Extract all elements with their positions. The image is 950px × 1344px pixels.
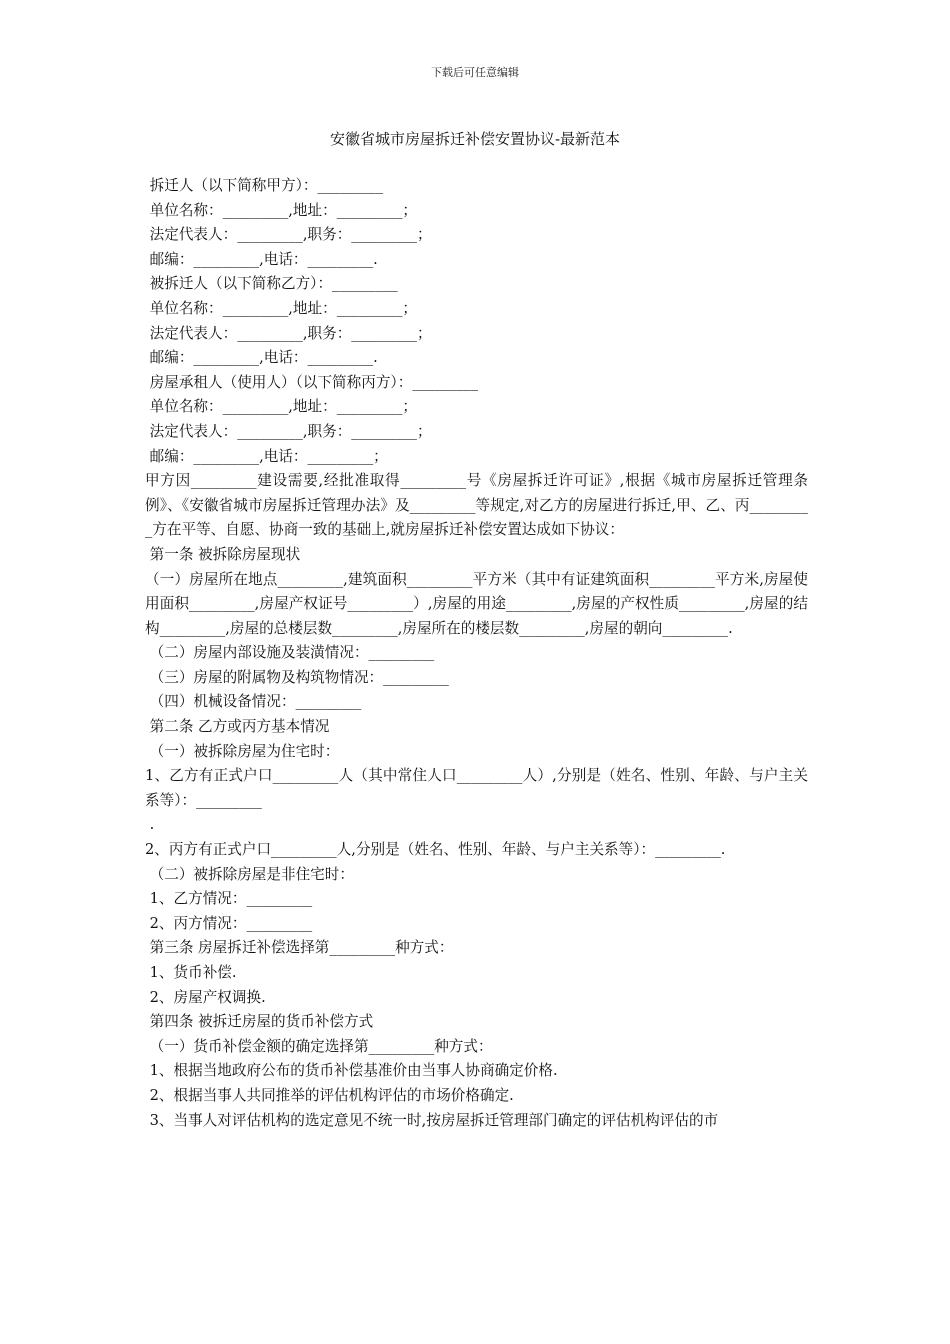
party-a-line: 拆迁人（以下简称甲方）：_________ bbox=[145, 177, 384, 194]
party-b-line: 被拆迁人（以下简称乙方）：_________ bbox=[145, 275, 398, 293]
article-2-clause-2-item-2: 2、丙方情况：_________ bbox=[145, 914, 313, 932]
article-1-clause-4: （四）机械设备情况：_________ bbox=[145, 693, 362, 711]
party-c-line: 房屋承租人（使用人）（以下简称丙方）：_________ bbox=[145, 373, 478, 391]
article-1-clause-1: （一）房屋所在地点_________,建筑面积_________平方米（其中有证建筑面积_________平方米,房屋使用面积_________,房屋产权证号_________）,房屋的用途_________,房屋的产权性质_________,房屋的结构_________,房屋的总楼层数_________,房屋所在的楼层数_________,房屋的朝向_________. bbox=[145, 570, 808, 637]
preamble-paragraph: 甲方因_________建设需要,经批准取得_________号《房屋拆迁许可证》,根据《城市房屋拆迁管理条例》、《安徽省城市房屋拆迁管理办法》及_________等规定,对乙方的房屋进行拆迁,甲、乙、丙_________方在平等、自愿、协商一致的基础上,就房屋拆迁补偿安置达成如下协议： bbox=[145, 472, 808, 539]
article-4-clause-1: （一）货币补偿金额的确定选择第_________种方式： bbox=[145, 1037, 493, 1055]
article-2-item-1-continuation: . bbox=[145, 816, 155, 834]
party-b-unit-line: 单位名称：_________,地址：_________； bbox=[145, 299, 417, 317]
article-1-clause-2: （二）房屋内部设施及装潢情况：_________ bbox=[145, 644, 435, 662]
article-4-option-1: 1、根据当地政府公布的货币补偿基准价由当事人协商确定价格. bbox=[145, 1062, 558, 1080]
article-2-clause-2: （二）被拆除房屋是非住宅时： bbox=[145, 865, 354, 883]
party-a-representative-line: 法定代表人：_________,职务：_________； bbox=[145, 226, 432, 244]
party-c-unit-line: 单位名称：_________,地址：_________； bbox=[145, 398, 417, 416]
party-c-contact-line: 邮编：_________,电话：_________； bbox=[145, 447, 388, 465]
article-2-clause-2-item-1: 1、乙方情况：_________ bbox=[145, 890, 313, 908]
party-a-unit-line: 单位名称：_________,地址：_________； bbox=[145, 201, 417, 219]
document-title: 安徽省城市房屋拆迁补偿安置协议-最新范本 bbox=[329, 130, 621, 148]
party-b-representative-line: 法定代表人：_________,职务：_________； bbox=[145, 324, 432, 342]
article-2-item-2: 2、丙方有正式户口_________人,分别是（姓名、性别、年龄、与户主关系等）：_________. bbox=[145, 841, 726, 859]
article-4-option-3: 3、当事人对评估机构的选定意见不统一时,按房屋拆迁管理部门确定的评估机构评估的市 bbox=[145, 1111, 719, 1129]
header-note: 下载后可任意编辑 bbox=[431, 66, 519, 79]
party-b-contact-line: 邮编：_________,电话：_________. bbox=[145, 349, 378, 367]
article-4-option-2: 2、根据当事人共同推举的评估机构评估的市场价格确定. bbox=[145, 1086, 514, 1104]
document-body bbox=[145, 174, 808, 1133]
article-4-heading: 第四条 被拆迁房屋的货币补偿方式 bbox=[145, 1013, 374, 1031]
article-1-heading: 第一条 被拆除房屋现状 bbox=[145, 545, 301, 563]
article-2-clause-1: （一）被拆除房屋为住宅时： bbox=[145, 742, 340, 760]
party-a-contact-line: 邮编：_________,电话：_________. bbox=[145, 250, 378, 268]
article-1-clause-3: （三）房屋的附属物及构筑物情况：_________ bbox=[145, 668, 449, 686]
article-3-option-2: 2、房屋产权调换. bbox=[145, 988, 266, 1006]
article-3-heading: 第三条 房屋拆迁补偿选择第_________种方式： bbox=[145, 939, 454, 957]
article-2-item-1: 1、乙方有正式户口_________人（其中常住人口_________人）,分别是（姓名、性别、年龄、与户主关系等）：_________ bbox=[145, 767, 808, 809]
article-2-heading: 第二条 乙方或丙方基本情况 bbox=[145, 718, 330, 736]
article-3-option-1: 1、货币补偿. bbox=[145, 964, 237, 981]
party-c-representative-line: 法定代表人：_________,职务：_________； bbox=[145, 422, 432, 440]
